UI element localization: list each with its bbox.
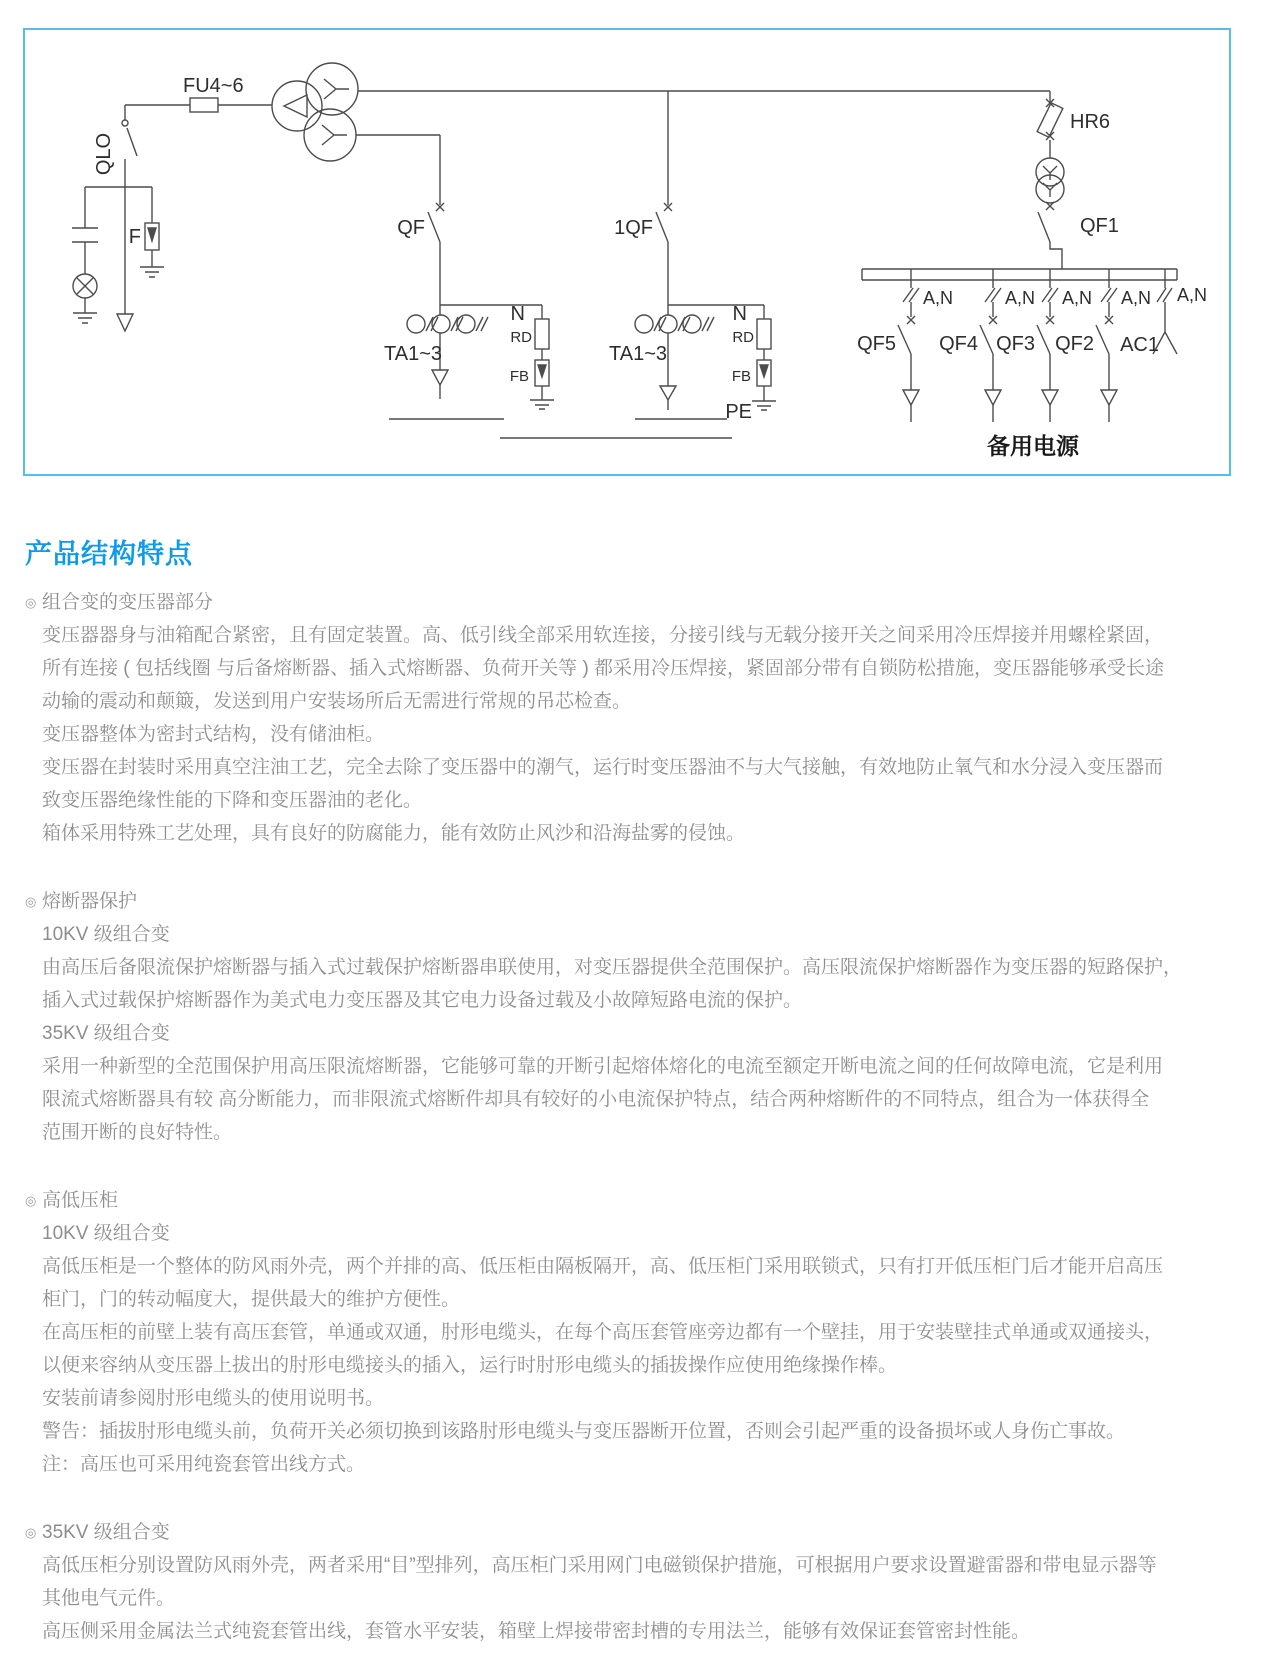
hr6-fuse-icon [1037,103,1063,137]
label-qf5: QF5 [857,333,896,355]
label-ta13-left: TA1~3 [384,343,442,365]
feature-section [25,1516,1245,1648]
feature-section [25,586,1245,850]
label-n-mid: N [732,303,747,325]
body-line: 变压器在封装时采用真空注油工艺，完全去除了变压器中的潮气，运行时变压器油不与大气接触，有效地防止氧气和水分浸入变压器而 [42,757,1164,778]
section-title: 熔断器保护 [42,891,138,912]
feature-section [25,1184,1245,1481]
label-fb-left: FB [509,368,529,385]
body-line: 限流式熔断器具有较 高分断能力，而非限流式熔断件却具有较好的小电流保护特点，结合两种熔断件的不同特点，组合为一体获得全 [42,1089,1150,1110]
body-line: 高压侧采用金属法兰式纯瓷套管出线，套管水平安装，箱壁上焊接带密封槽的专用法兰，能够有效保证套管密封性能。 [42,1621,1031,1642]
label-hr6: HR6 [1070,111,1111,133]
body-line: 35KV 级组合变 [42,1023,170,1044]
body-line: 范围开断的良好特性。 [42,1122,233,1143]
circuit-diagram [25,30,1229,474]
circuit-diagram-panel [23,28,1231,476]
label-an-qf3: A,N [1062,288,1093,308]
section-title: 35KV 级组合变 [42,1522,170,1543]
body-line: 在高压柜的前壁上装有高压套管，单通或双通，肘形电缆头，在每个高压套管座旁边都有一个壁挂，用于安装壁挂式单通或双通接头， [42,1322,1164,1343]
body-line: 高低压柜是一个整体的防风雨外壳，两个并排的高、低压柜由隔板隔开，高、低压柜门采用联锁式，只有打开低压柜门后才能开启高压 [42,1256,1164,1277]
label-pe: PE [725,401,752,423]
label-f: F [128,226,141,248]
label-qf1: QF1 [1080,215,1119,237]
qlo-disconnect-branch [72,105,190,331]
label-qlo: QLO [93,132,115,176]
aux-supply-branch [1036,91,1064,269]
body-line: 箱体采用特殊工艺处理，具有良好的防腐能力，能有效防止风沙和沿海盐雾的侵蚀。 [42,823,746,844]
feature-sections [25,586,1245,1648]
body-line: 致变压器绝缘性能的下降和变压器油的老化。 [42,790,423,811]
label-1qf: 1QF [614,217,653,239]
body-line: 动输的震动和颠簸，发送到用户安装场所后无需进行常规的吊芯检查。 [42,691,632,712]
label-qf3: QF3 [996,333,1035,355]
label-ta13-mid: TA1~3 [609,343,667,365]
feeder-qf5 [898,280,919,422]
section-header [25,1184,1245,1217]
body-line: 所有连接 ( 包括线圈 与后备熔断器、插入式熔断器、负荷开关等 ) 都采用冷压焊接，紧固部分带有自锁防松措施，变压器能够承受长途 [42,658,1165,679]
body-line: 柜门，门的转动幅度大，提供最大的维护方便性。 [42,1289,461,1310]
section-title: 高低压柜 [42,1190,119,1211]
bullet-icon: ◎ [25,1193,37,1208]
feature-section [25,885,1245,1149]
label-an-ac1: A,N [1177,285,1208,305]
label-qf2: QF2 [1055,333,1094,355]
body-line: 变压器整体为密封式结构，没有储油柜。 [42,724,385,745]
label-qf4: QF4 [939,333,978,355]
fuse-fu4-6 [190,98,272,112]
label-qf: QF [397,217,425,239]
body-line: 由高压后备限流保护熔断器与插入式过载保护熔断器串联使用，对变压器提供全范围保护。高压限流保护熔断器作为变压器的短路保护， [42,957,1183,978]
label-an-qf4: A,N [1005,288,1036,308]
feeder-qf2 [1096,280,1117,422]
fuse-icon [190,98,218,112]
lv-busbar [862,269,1177,280]
bullet-icon: ◎ [25,1525,37,1540]
page-title: 产品结构特点 [25,539,193,569]
qf-feeder-branch [407,135,554,409]
body-line: 10KV 级组合变 [42,924,170,945]
label-an-qf2: A,N [1121,288,1152,308]
label-rd-left: RD [510,329,532,346]
label-an-qf5: A,N [923,288,954,308]
label-rd-mid: RD [732,329,754,346]
body-line: 以便来容纳从变压器上拔出的肘形电缆接头的插入，运行时肘形电缆头的插拔操作应使用绝缘操作棒。 [42,1355,898,1376]
section-title: 组合变的变压器部分 [42,592,214,613]
section-header [25,1516,1245,1549]
label-ac1: AC1 [1120,334,1159,356]
body-line: 10KV 级组合变 [42,1223,170,1244]
label-backup-power: 备用电源 [987,433,1079,459]
body-line: 安装前请参阅肘形电缆头的使用说明书。 [42,1388,385,1409]
body-line: 注：高压也可采用纯瓷套管出线方式。 [42,1454,366,1475]
bullet-icon: ◎ [25,894,37,909]
body-line: 其他电气元件。 [42,1588,176,1609]
earth-bus-lines [389,419,732,438]
body-line: 高低压柜分别设置防风雨外壳，两者采用“目”型排列，高压柜门采用网门电磁锁保护措施，可根据用户要求设置避雷器和带电显示器等 [42,1555,1157,1576]
section-header [25,885,1245,918]
bullet-icon: ◎ [25,595,37,610]
body-line: 插入式过载保护熔断器作为美式电力变压器及其它电力设备过载及小故障短路电流的保护。 [42,990,803,1011]
main-transformer-symbol [272,63,1050,161]
body-line: 警告：插拔肘形电缆头前，负荷开关必须切换到该路肘形电缆头与变压器断开位置，否则会引起严重的设备损坏或人身伤亡事故。 [42,1421,1126,1442]
label-fu4-6: FU4~6 [183,75,244,97]
body-line: 采用一种新型的全范围保护用高压限流熔断器，它能够可靠的开断引起熔体熔化的电流至额定开断电流之间的任何故障电流，它是利用 [42,1056,1164,1077]
section-header [25,586,1245,619]
body-line: 变压器器身与油箱配合紧密，且有固定装置。高、低引线全部采用软连接，分接引线与无载分接开关之间采用冷压焊接并用螺栓紧固， [42,625,1164,646]
label-n-left: N [510,303,525,325]
label-fb-mid: FB [731,368,751,385]
